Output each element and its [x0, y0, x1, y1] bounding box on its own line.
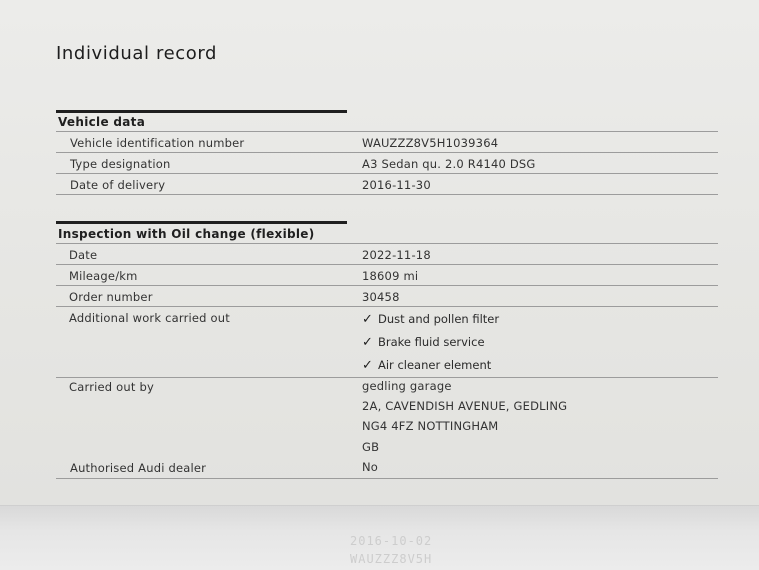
date-of-delivery-value: 2016-11-30	[362, 178, 431, 192]
garage-postcode-city: NG4 4FZ NOTTINGHAM	[362, 419, 499, 433]
section-bar-vehicle-data	[56, 110, 347, 113]
divider	[56, 243, 718, 244]
authorised-dealer-value: No	[362, 460, 379, 474]
checkmark-icon: ✓	[362, 335, 373, 350]
work-item	[362, 358, 491, 373]
inspection-date-value: 2022-11-18	[362, 248, 431, 262]
checkmark-icon: ✓	[362, 358, 373, 373]
additional-work-label: Additional work carried out	[69, 311, 230, 325]
garage-address-line: 2A, CAVENDISH AVENUE, GEDLING	[362, 399, 568, 413]
divider	[56, 377, 718, 378]
mileage-label: Mileage/km	[69, 269, 138, 283]
divider	[56, 173, 718, 174]
divider	[56, 152, 718, 153]
page-underneath	[0, 505, 759, 570]
divider	[56, 285, 718, 286]
divider	[56, 131, 718, 132]
divider	[56, 194, 718, 195]
vin-label: Vehicle identification number	[70, 136, 245, 150]
work-item	[362, 335, 485, 350]
date-of-delivery-label: Date of delivery	[70, 178, 166, 192]
vin-value: WAUZZZ8V5H1039364	[362, 136, 499, 150]
ghost-text: WAUZZZ8V5H	[350, 552, 433, 566]
checkmark-icon: ✓	[362, 312, 373, 327]
section-bar-inspection	[56, 221, 347, 224]
garage-country: GB	[362, 440, 380, 454]
authorised-dealer-label: Authorised Audi dealer	[70, 461, 207, 475]
section-title-inspection: Inspection with Oil change (flexible)	[58, 227, 315, 241]
page-title: Individual record	[56, 43, 218, 64]
garage-name: gedling garage	[362, 379, 452, 393]
work-item-text: Air cleaner element	[378, 358, 492, 372]
inspection-date-label: Date	[69, 248, 98, 262]
mileage-value: 18609 mi	[362, 269, 419, 283]
divider	[56, 264, 718, 265]
carried-out-by-label: Carried out by	[69, 380, 154, 394]
ghost-text: 2016-10-02	[350, 534, 433, 548]
divider	[56, 478, 718, 479]
work-item-text: Brake fluid service	[378, 335, 485, 349]
order-number-label: Order number	[69, 290, 153, 304]
section-title-vehicle-data: Vehicle data	[58, 115, 146, 129]
type-designation-label: Type designation	[70, 157, 171, 171]
work-item-text: Dust and pollen filter	[378, 312, 500, 326]
work-item	[362, 312, 499, 327]
order-number-value: 30458	[362, 290, 400, 304]
type-designation-value: A3 Sedan qu. 2.0 R4140 DSG	[362, 157, 536, 171]
divider	[56, 306, 718, 307]
